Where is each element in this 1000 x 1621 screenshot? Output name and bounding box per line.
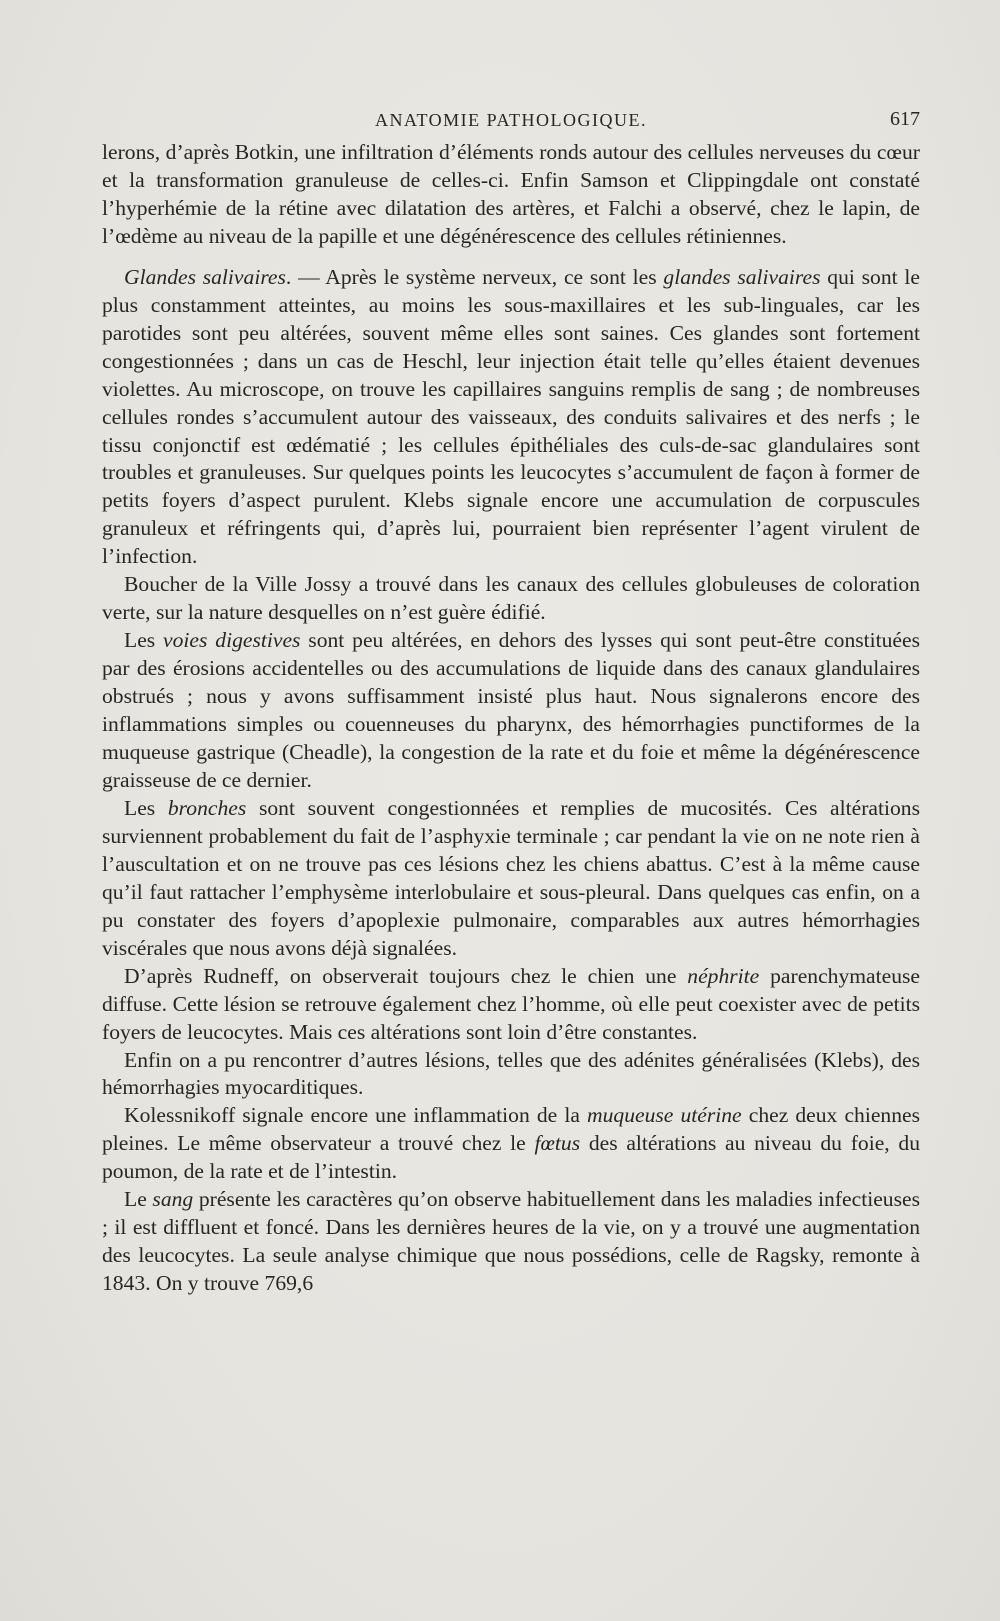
- body-text: [102, 139, 920, 1298]
- text-segment: . — Après le système nerveux, ce sont les: [285, 264, 664, 289]
- text-segment: D’après Rudneff, on observerait toujours chez le chien une: [124, 963, 688, 988]
- text-segment: Boucher de la Ville Jossy a trouvé dans les canaux des cellules globuleuses de coloration verte, sur la nature desquelles on n’est guère édifié.: [102, 572, 920, 625]
- running-title: ANATOMIE PATHOLOGIQUE.: [374, 110, 647, 130]
- text-segment: Les: [124, 628, 164, 653]
- text-segment: Enfin on a pu rencontrer d’autres lésions, telles que des adénites généralisées (Klebs), des hémorrhagies myocarditiques.: [102, 1047, 920, 1100]
- paragraph-glandes-salivaires: [102, 264, 920, 571]
- italic-term: fœtus: [534, 1131, 581, 1156]
- page-header: [102, 108, 920, 136]
- paragraph-nephrite: [102, 963, 920, 1047]
- italic-term: néphrite: [687, 963, 760, 988]
- text-segment: Le: [124, 1187, 153, 1212]
- italic-term: muqueuse utérine: [587, 1103, 742, 1128]
- text-segment: qui sont le plus constamment atteintes, au moins les sous-maxillaires et les sub-linguales, car les parotides sont peu altérées, souvent même elles sont saines. Ces glandes sont fortement congestionnées ; dans un cas de Heschl, leur injection était telle qu’elles étaient devenues violettes. Au microscope, on trouve les capillaires sanguins remplis de sang ; de nombreuses cellules rondes s’accumulent autour des vaisseaux, des conduits salivaires et des nerfs ; le tissu conjonctif est œdématié ; les cellules épithéliales des culs-de-sac glandulaires sont troubles et granuleuses. Sur quelques points les leucocytes s’accumulent de façon à former de petits foyers d’aspect purulent. Klebs signale encore une accumulation de corpuscules granuleux et réfringents qui, d’après lui, pourraient bien représenter l’agent virulent de l’infection.: [102, 264, 920, 569]
- text-segment: Kolessnikoff signale encore une inflammation de la: [124, 1103, 588, 1128]
- italic-term: bronches: [167, 795, 247, 820]
- paragraph-autres-lesions: [102, 1047, 920, 1103]
- paragraph-voies-digestives: [102, 627, 920, 795]
- text-segment: parenchymateuse diffuse. Cette lésion se retrouve également chez l’homme, où elle peut coexister avec de petits foyers de leucocytes. Mais ces altérations sont loin d’être constantes.: [102, 963, 920, 1044]
- italic-term: voies digestives: [163, 628, 301, 653]
- paragraph-muqueuse-uterine: [102, 1102, 920, 1186]
- text-segment: sont souvent congestionnées et remplies de mucosités. Ces altérations surviennent probablement du fait de l’asphyxie terminale ; car pendant la vie on ne note rien à l’auscultation et on ne trouve pas ces lésions chez les chiens abattus. C’est à la même cause qu’il faut rattacher l’emphysème interlobulaire et sous-pleural. Dans quelques cas enfin, on a pu constater des foyers d’apoplexie pulmonaire, comparables aux autres hémorrhagies viscérales que nous avons déjà signalées.: [102, 795, 920, 960]
- paragraph-bronches: [102, 795, 920, 963]
- text-segment: sont peu altérées, en dehors des lysses qui sont peut-être constituées par des érosions accidentelles ou des accumulations de liquide dans des canaux glandulaires obstrués ; nous y avons suffisamment insisté plus haut. Nous signalerons encore des inflammations simples ou couenneuses du pharynx, des hémorrhagies punctiformes de la muqueuse gastrique (Cheadle), la congestion de la rate et du foie et même la dégénérescence graisseuse de ce dernier.: [102, 628, 921, 792]
- paragraph-boucher: [102, 571, 920, 627]
- paragraph-sang: [102, 1186, 920, 1298]
- text-segment: chez deux chiennes pleines. Le même observateur a trouvé chez le: [102, 1103, 920, 1156]
- italic-term: Glandes salivaires: [124, 264, 286, 289]
- text-segment: présente les caractères qu’on observe habituellement dans les maladies infectieuses ; il est diffluent et foncé. Dans les dernières heures de la vie, on y a trouvé une augmentation des leucocytes. La seule analyse chimique que nous possédions, celle de Ragsky, remonte à 1843. On y trouve 769,6: [102, 1187, 920, 1296]
- text-segment: Les: [124, 795, 168, 820]
- text-segment: des altérations au niveau du foie, du poumon, de la rate et de l’intestin.: [102, 1131, 920, 1184]
- paragraph-cerveau-continuation: [102, 139, 920, 251]
- italic-term: glandes salivaires: [663, 264, 821, 289]
- text-segment: lerons, d’après Botkin, une infiltration d’éléments ronds autour des cellules nerveuses du cœur et la transformation granuleuse de celles-ci. Enfin Samson et Clippingdale ont constaté l’hyperhémie de la rétine avec dilatation des artères, et Falchi a observé, chez le lapin, de l’œdème au niveau de la papille et une dégénérescence des cellules rétiniennes.: [102, 140, 920, 248]
- page-number: 617: [890, 108, 920, 130]
- italic-term: sang: [152, 1187, 194, 1212]
